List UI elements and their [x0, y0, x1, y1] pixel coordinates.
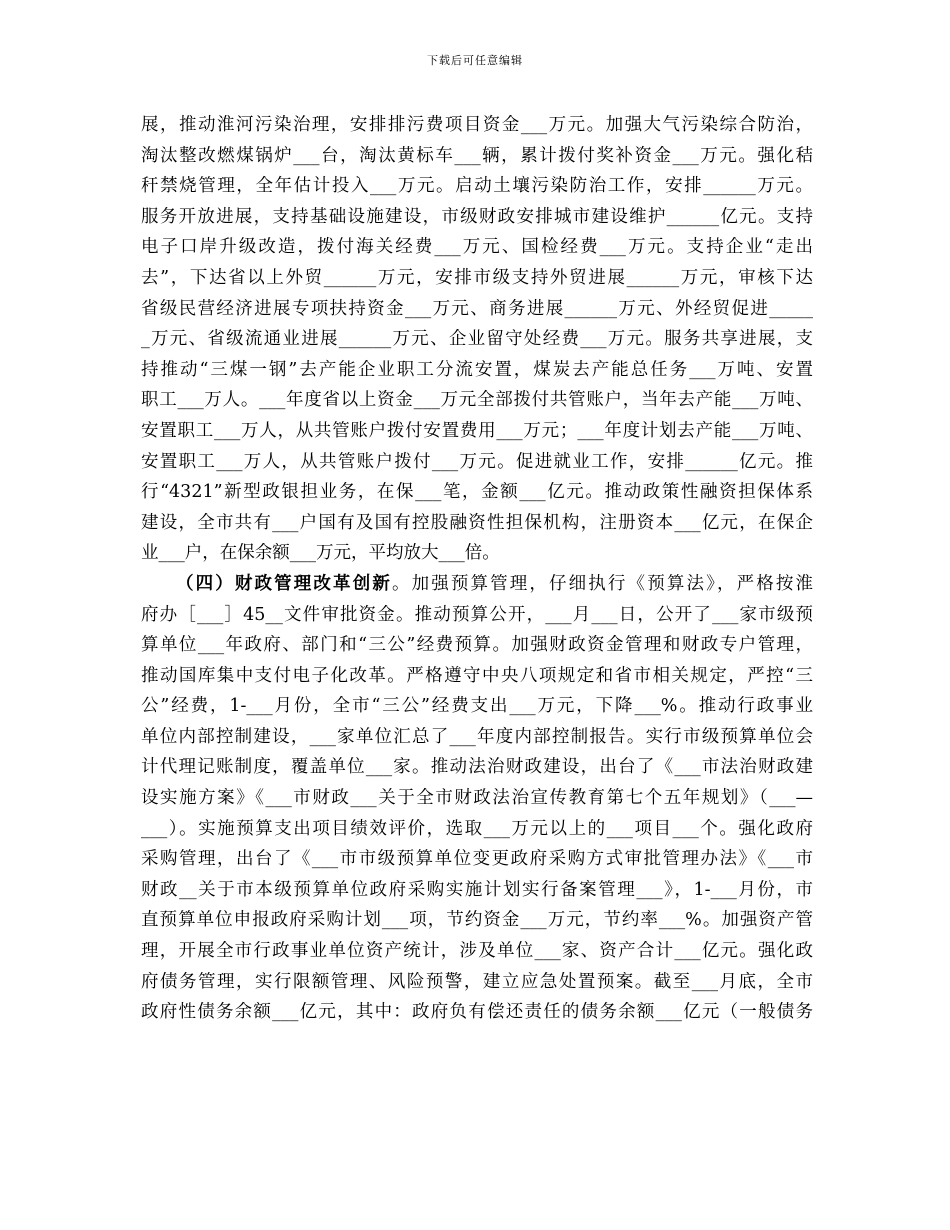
text-line: 府办［___］45__文件审批资金。推动预算公开，___月___日，公开了___家市级预 [141, 604, 813, 625]
text-line: 理，开展全市行政事业单位资产统计，涉及单位___家、资产合计___亿元。强化政 [141, 941, 813, 962]
text-line: 行“4321”新型政银担业务，在保___笔，金额___亿元。推动政策性融资担保体系 [141, 482, 813, 503]
text-line: 安置职工___万人，从共管账户拨付安置费用___万元；___年度计划去产能___万吨、 [141, 420, 813, 441]
text-line: 业___户，在保余额___万元，平均放大___倍。 [141, 543, 500, 564]
text-line: 淘汰整改燃煤锅炉___台，淘汰黄标车___辆，累计拨付奖补资金___万元。强化秸 [141, 145, 813, 166]
text-line: 财政__关于市本级预算单位政府采购实施计划实行备案管理___》，1-___月份，市 [141, 879, 813, 900]
text-line: 去”，下达省以上外贸______万元，安排市级支持外贸进展______万元，审核下达 [141, 267, 813, 288]
text-line: 职工___万人。___年度省以上资金___万元全部拨付共管账户，当年去产能___万吨、 [141, 390, 813, 411]
document-body [141, 110, 813, 1028]
text-line: 推动国库集中支付电子化改革。严格遵守中央八项规定和省市相关规定，严控“三 [141, 665, 813, 686]
paragraph-2 [141, 569, 813, 1028]
text-line: 公”经费，1-___月份，全市“三公”经费支出___万元，下降___%。推动行政事业 [141, 696, 813, 717]
text-line: 计代理记账制度，覆盖单位___家。推动法治财政建设，出台了《___市法治财政建 [141, 757, 813, 778]
text-line: 安置职工___万人，从共管账户拨付___万元。促进就业工作，安排______亿元。推 [141, 451, 813, 472]
text-line: 展，推动淮河污染治理，安排排污费项目资金___万元。加强大气污染综合防治， [141, 115, 813, 135]
text-line: 秆禁烧管理，全年估计投入___万元。启动土壤污染防治工作，安排______万元。 [141, 176, 813, 197]
paragraph-first-line [141, 569, 813, 600]
text-line: 建设，全市共有___户国有及国有控股融资性担保机构，注册资本___亿元，在保企 [141, 512, 813, 533]
text-line: 政府性债务余额___亿元，其中：政府负有偿还责任的债务余额___亿元（一般债务 [141, 1002, 813, 1023]
text-line: 采购管理，出台了《___市市级预算单位变更政府采购方式审批管理办法》《___市 [141, 849, 813, 870]
text-line: 设实施方案》《___市财政___关于全市财政法治宣传教育第七个五年规划》（___— [141, 788, 813, 809]
text-line: _万元、省级流通业进展______万元、企业留守处经费___万元。服务共享进展，支 [141, 329, 813, 350]
text-line: 省级民营经济进展专项扶持资金___万元、商务进展______万元、外经贸促进_____ [141, 298, 813, 319]
text-line: 持推动“三煤一钢”去产能企业职工分流安置，煤炭去产能总任务___万吨、安置 [141, 359, 813, 380]
text-line: 电子口岸升级改造，拨付海关经费___万元、国检经费___万元。支持企业“走出 [141, 237, 813, 258]
text-run: 。加强预算管理，仔细执行《预算法》，严格按淮 [391, 573, 814, 594]
text-line: 单位内部控制建设，___家单位汇总了___年度内部控制报告。实行市级预算单位会 [141, 726, 813, 747]
paragraph-1 [141, 110, 813, 569]
text-line: 府债务管理，实行限额管理、风险预警，建立应急处置预案。截至___月底，全市 [141, 971, 813, 992]
text-line: 直预算单位申报政府采购计划___项，节约资金___万元，节约率___%。加强资产管 [141, 910, 813, 931]
text-line: ___）。实施预算支出项目绩效评价，选取___万元以上的___项目___个。强化政府 [141, 818, 813, 839]
page-header: 下载后可任意编辑 [427, 54, 523, 67]
text-line: 服务开放进展，支持基础设施建设，市级财政安排城市建设维护______亿元。支持 [141, 206, 813, 227]
section-heading: （四）财政管理改革创新 [176, 573, 392, 594]
text-line: 算单位___年政府、部门和“三公”经费预算。加强财政资金管理和财政专户管理， [141, 635, 813, 656]
